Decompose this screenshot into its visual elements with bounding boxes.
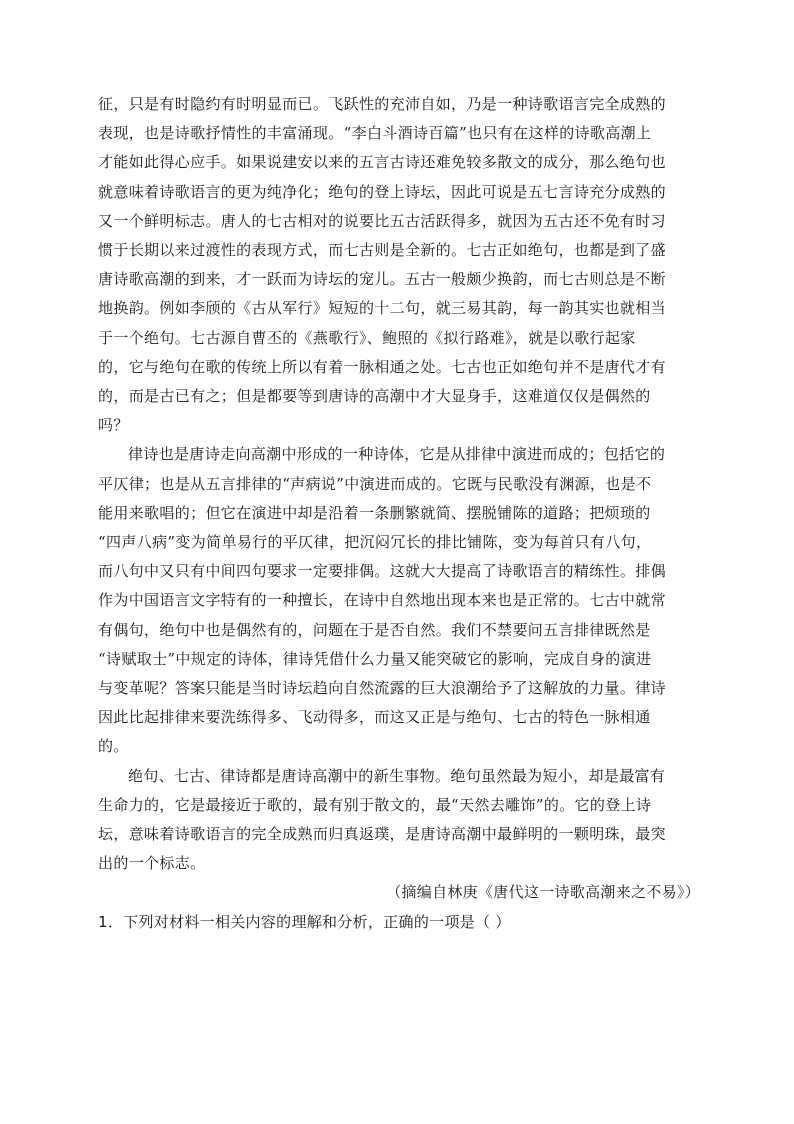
text-line: 的。 [98, 737, 129, 756]
text-line: 平仄律；也是从五言排律的“声病说”中演进而成的。它既与民歌没有渊源，也是不 [98, 474, 652, 493]
text-line: 出的一个标志。 [98, 854, 206, 873]
text-line: 有偶句，绝句中也是偶然有的，问题在于是否自然。我们不禁要问五言排律既然是 [98, 620, 651, 639]
text-line: 与变革呢？答案只能是当时诗坛趋向自然流露的巨大浪潮给予了这解放的力量。律诗 [98, 679, 666, 698]
text-line: 而八句中又只有中间四句要求一定要排偶。这就大大提高了诗歌语言的精练性。排偶 [98, 562, 666, 581]
text-line: 表现，也是诗歌抒情性的丰富涌现。“李白斗酒诗百篇”也只有在这样的诗歌高潮上 [98, 124, 652, 143]
text-line: 惯于长期以来过渡性的表现方式，而七古则是全新的。七古正如绝句，也都是到了盛 [98, 241, 666, 260]
text-line: 于一个绝句。七古源自曹丕的《燕歌行》、鲍照的《拟行路难》，就是以歌行起家 [98, 328, 636, 347]
text-line: 生命力的，它是最接近于歌的，最有别于散文的，最“天然去雕饰”的。它的登上诗 [98, 795, 652, 814]
text-line: 坛，意味着诗歌语言的完全成熟而归真返璞，是唐诗高潮中最鲜明的一颗明珠，最突 [98, 825, 666, 844]
text-line: 作为中国语言文字特有的一种擅长，在诗中自然地出现本来也是正常的。七古中就常 [98, 591, 666, 610]
text-line: “诗赋取士”中规定的诗体，律诗凭借什么力量又能突破它的影响，完成自身的演进 [98, 649, 652, 668]
text-line: 律诗也是唐诗走向高潮中形成的一种诗体，它是从排律中演进而成的；包括它的 [128, 445, 666, 464]
text-line: 唐诗歌高潮的到来，才一跃而为诗坛的宠儿。五古一般颇少换韵，而七古则总是不断 [98, 270, 666, 289]
question-1: 1．下列对材料一相关内容的理解和分析，正确的一项是（ ） [98, 912, 511, 931]
document-page [98, 90, 700, 937]
text-line: 绝句、七古、律诗都是唐诗高潮中的新生事物。绝句虽然最为短小，却是最富有 [128, 766, 666, 785]
text-line: 因此比起排律来要洗练得多、飞动得多，而这又正是与绝句、七古的特色一脉相通 [98, 708, 651, 727]
paragraph-2 [98, 440, 700, 761]
text-line: 才能如此得心应手。如果说建安以来的五言古诗还难免较多散文的成分，那么绝句也 [98, 153, 666, 172]
text-line: 吗？ [98, 416, 129, 435]
text-line: 的，而是古已有之；但是都要等到唐诗的高潮中才大显身手，这难道仅仅是偶然的 [98, 387, 651, 406]
text-line: 地换韵。例如李颀的《古从军行》短短的十二句，就三易其韵，每一韵其实也就相当 [98, 299, 666, 318]
paragraph-3 [98, 762, 700, 879]
paragraph-1 [98, 90, 700, 440]
text-line: 能用来歌唱的；但它在演进中却是沿着一条删繁就简、摆脱铺陈的道路；把烦琐的 [98, 503, 651, 522]
text-line: 又一个鲜明标志。唐人的七古相对的说要比五古活跃得多，就因为五古还不免有时习 [98, 211, 666, 230]
text-line: 的，它与绝句在歌的传统上所以有着一脉相通之处。七古也正如绝句并不是唐代才有 [98, 357, 666, 376]
text-line: 就意味着诗歌语言的更为纯净化；绝句的登上诗坛，因此可说是五七言诗充分成熟的 [98, 182, 666, 201]
source-citation: （摘编自林庚《唐代这一诗歌高潮来之不易》） [386, 883, 700, 902]
text-line: “四声八病”变为简单易行的平仄律，把沉闷冗长的排比铺陈，变为每首只有八句， [98, 533, 652, 552]
text-line: 征，只是有时隐约有时明显而已。飞跃性的充沛自如，乃是一种诗歌语言完全成熟的 [98, 95, 666, 113]
